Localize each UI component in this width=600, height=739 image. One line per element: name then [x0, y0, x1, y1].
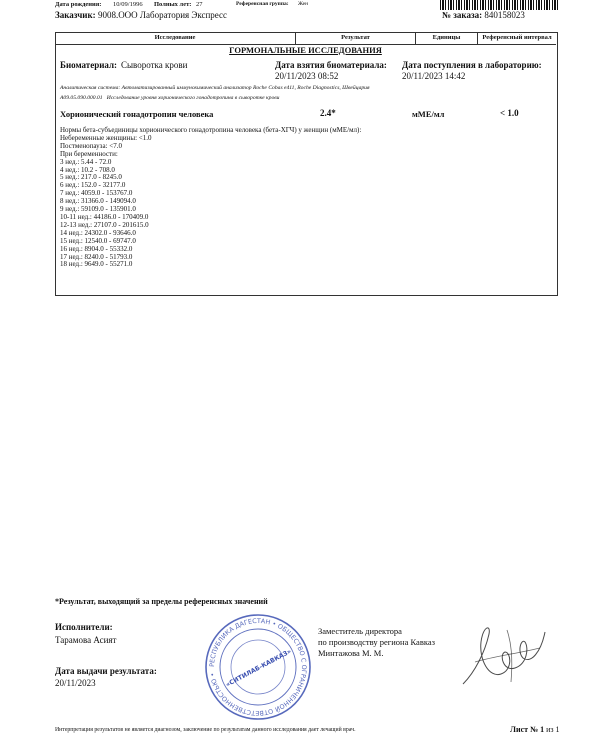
- norm-line: 6 нед.: 152.0 - 32177.0: [60, 181, 126, 190]
- norm-line: Нормы бета-субъединицы хорионического гонадотропина человека (бета-ХГЧ) у женщин (мМЕ/мл):: [60, 126, 362, 134]
- page-of: из: [546, 725, 554, 734]
- result-test-name: Хорионический гонадотропин человека: [60, 109, 214, 119]
- deputy-name: Минтажова М. М.: [318, 648, 384, 658]
- age-label: Полных лет:: [154, 1, 192, 8]
- norm-line: 9 нед.: 59109.0 - 135901.0: [60, 205, 136, 214]
- issue-label: Дата выдачи результата:: [55, 666, 157, 676]
- performers-label: Исполнители:: [55, 622, 113, 632]
- deputy-block: [318, 626, 435, 659]
- order-line: [442, 10, 525, 20]
- stamp-ring-text: РЕСПУБЛИКА ДАГЕСТАН • ОБЩЕСТВО С ОГРАНИЧЕННОЙ ОТВЕТСТВЕННОСТЬЮ •: [207, 616, 309, 718]
- order-value: 840158023: [484, 10, 525, 20]
- norm-line: 16 нед.: 8904.0 - 55332.0: [60, 244, 133, 253]
- norm-line: 3 нед.: 5.44 - 72.0: [60, 157, 112, 166]
- footnote: *Результат, выходящий за пределы референсных значений: [55, 597, 268, 606]
- bottom-note: Интерпретация результатов не является диагнозом, заключение по результатам данного исследования дает лечащий врач.: [55, 727, 356, 733]
- performer-name: Тарамова Асият: [55, 635, 117, 645]
- issue-value: 20/11/2023: [55, 678, 96, 688]
- customer-line: [55, 10, 227, 20]
- header-result: Результат: [341, 34, 370, 41]
- norm-line: 17 нед.: 8240.0 - 51793.0: [60, 252, 133, 261]
- biomaterial-value: Сыворотка крови: [121, 60, 188, 70]
- norm-line: При беременности:: [60, 149, 118, 158]
- received-value: 20/11/2023 14:42: [402, 71, 466, 81]
- norm-line: 10-11 нед.: 44186.0 - 170409.0: [60, 212, 149, 221]
- norm-line: 4 нед.: 10.2 - 708.0: [60, 165, 115, 174]
- result-units: мМЕ/мл: [412, 109, 445, 119]
- birth-value: 10/09/1996: [113, 1, 143, 8]
- norm-line: 12-13 нед.: 27107.0 - 201615.0: [60, 220, 149, 229]
- ref-group-label: Референсная группа:: [236, 1, 289, 7]
- deputy-title: Заместитель директора: [318, 626, 402, 636]
- organization-stamp: [203, 612, 313, 722]
- page-indicator: [510, 725, 560, 734]
- collect-value: 20/11/2023 08:52: [275, 71, 339, 81]
- norm-line: 15 нед.: 12540.0 - 69747.0: [60, 236, 136, 245]
- customer-value: 9008.ООО Лаборатория Экспресс: [97, 10, 228, 20]
- norm-line: 7 нед.: 4059.0 - 153767.0: [60, 189, 133, 198]
- norm-line: Постменопауза: <7.0: [60, 141, 122, 150]
- norm-line: Небеременные женщины: <1.0: [60, 133, 152, 142]
- header-units: Единицы: [432, 34, 461, 41]
- analytics-description: Исследование уровня хорионического гонадотропина в сыворотке крови: [106, 95, 280, 101]
- biomaterial-label: Биоматериал:: [60, 60, 118, 70]
- norm-line: 18 нед.: 9649.0 - 55271.0: [60, 260, 133, 269]
- page-current: 1: [540, 725, 545, 734]
- analytics-code: A09.05.090.000.01: [60, 95, 103, 101]
- norm-line: 14 нед.: 24302.0 - 93646.0: [60, 228, 136, 237]
- page-total: 1: [555, 725, 560, 734]
- received-label: Дата поступления в лабораторию:: [402, 60, 542, 70]
- analytics-system: Аналитическая система: Автоматизированный иммунохимический анализатор Roche Cobas e411, Roche Diagnostics, Швейцария: [60, 85, 370, 91]
- barcode: [440, 0, 560, 10]
- table-header: [55, 32, 556, 45]
- deputy-region: по производству региона Кавказ: [318, 637, 435, 647]
- header-reference: Референсный интервал: [482, 34, 552, 41]
- order-label: № заказа:: [442, 10, 483, 20]
- section-title: ГОРМОНАЛЬНЫЕ ИССЛЕДОВАНИЯ: [229, 45, 382, 55]
- norms-list: [60, 127, 361, 269]
- collect-label: Дата взятия биоматериала:: [275, 60, 387, 70]
- analytics-code-line: [60, 95, 279, 101]
- norm-line: 5 нед.: 217.0 - 8245.0: [60, 173, 122, 182]
- result-value: 2.4*: [320, 108, 336, 118]
- norm-line: 8 нед.: 31366.0 - 149094.0: [60, 197, 136, 206]
- signature: [455, 612, 550, 697]
- page-label: Лист №: [510, 725, 539, 734]
- ref-group-value: Жен: [298, 1, 309, 7]
- result-reference: < 1.0: [500, 108, 519, 118]
- header-test: Исследование: [154, 34, 196, 41]
- customer-label: Заказчик:: [55, 10, 96, 20]
- age-value: 27: [196, 1, 203, 8]
- birth-label: Дата рождения:: [55, 1, 102, 8]
- stamp-center-text: «СИТИЛАБ-КАВКАЗ»: [224, 648, 293, 689]
